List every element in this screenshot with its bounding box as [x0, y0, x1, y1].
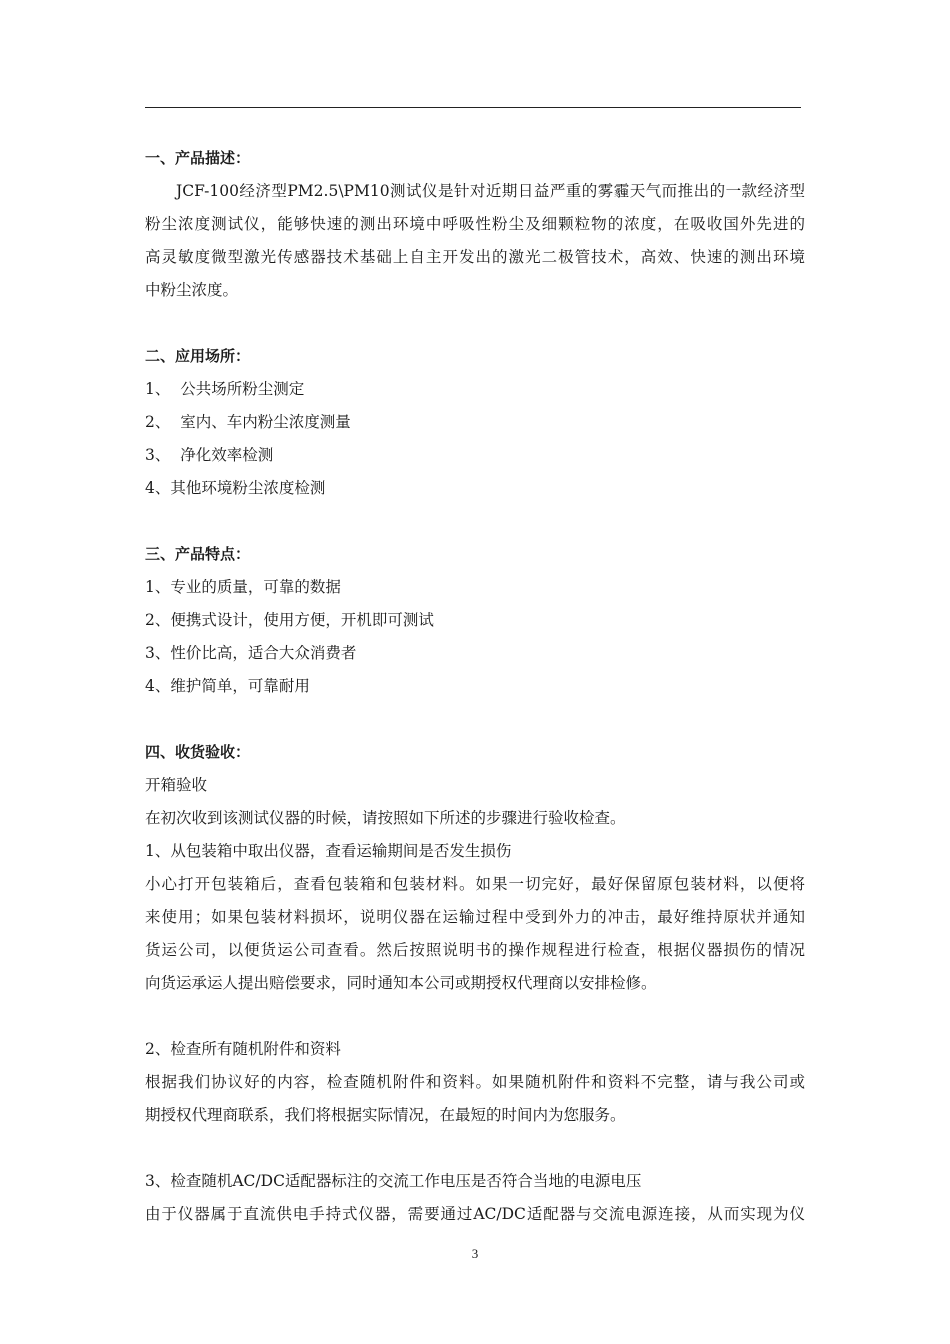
list-item: 1、专业的质量，可靠的数据 [145, 578, 341, 596]
intro-line: 在初次收到该测试仪器的时候，请按照如下所述的步骤进行验收检查。 [145, 809, 626, 827]
paragraph-line: 期授权代理商联系，我们将根据实际情况，在最短的时间内为您服务。 [145, 1106, 626, 1124]
paragraph-line: 由于仪器属于直流供电手持式仪器，需要通过AC/DC适配器与交流电源连接，从而实现为仪 [145, 1205, 805, 1223]
step-title: 1、从包装箱中取出仪器，查看运输期间是否发生损伤 [145, 842, 512, 860]
paragraph-line: 向货运承运人提出赔偿要求，同时通知本公司或期授权代理商以安排检修。 [145, 974, 657, 992]
list-item: 2、便携式设计，使用方便，开机即可测试 [145, 611, 434, 629]
list-item: 3、性价比高，适合大众消费者 [145, 644, 357, 662]
list-item: 3、 净化效率检测 [145, 446, 274, 464]
paragraph-line: JCF-100经济型PM2.5\PM10测试仪是针对近期日益严重的雾霾天气而推出的一款经济型 [176, 182, 805, 200]
list-item: 4、维护简单，可靠耐用 [145, 677, 310, 695]
page-number: 3 [471, 1246, 479, 1261]
paragraph-line: 小心打开包装箱后，查看包装箱和包装材料。如果一切完好，最好保留原包装材料，以便将 [145, 875, 805, 893]
paragraph-line: 高灵敏度微型激光传感器技术基础上自主开发出的激光二极管技术，高效、快速的测出环境 [145, 248, 805, 266]
paragraph-line: 粉尘浓度测试仪，能够快速的测出环境中呼吸性粉尘及细颗粒物的浓度，在吸收国外先进的 [145, 215, 805, 233]
list-item: 2、 室内、车内粉尘浓度测量 [145, 413, 351, 431]
step-title: 2、检查所有随机附件和资料 [145, 1040, 341, 1058]
subheading-unboxing: 开箱验收 [145, 776, 208, 794]
header-rule [145, 107, 801, 108]
paragraph-line: 根据我们协议好的内容，检查随机附件和资料。如果随机附件和资料不完整，请与我公司或 [145, 1073, 805, 1091]
section-heading-features: 三、产品特点： [145, 545, 251, 563]
list-item: 1、 公共场所粉尘测定 [145, 380, 305, 398]
section-heading-acceptance: 四、收货验收： [145, 743, 251, 761]
step-title: 3、检查随机AC/DC适配器标注的交流工作电压是否符合当地的电源电压 [145, 1172, 642, 1190]
paragraph-line: 中粉尘浓度。 [145, 281, 239, 299]
section-heading-applications: 二、应用场所： [145, 347, 251, 365]
list-item: 4、其他环境粉尘浓度检测 [145, 479, 326, 497]
paragraph-line: 来使用；如果包装材料损坏，说明仪器在运输过程中受到外力的冲击，最好维持原状并通知 [145, 908, 805, 926]
document-body [145, 142, 805, 1231]
section-heading-description: 一、产品描述： [145, 149, 251, 167]
paragraph-line: 货运公司，以便货运公司查看。然后按照说明书的操作规程进行检查，根据仪器损伤的情况 [145, 941, 805, 959]
